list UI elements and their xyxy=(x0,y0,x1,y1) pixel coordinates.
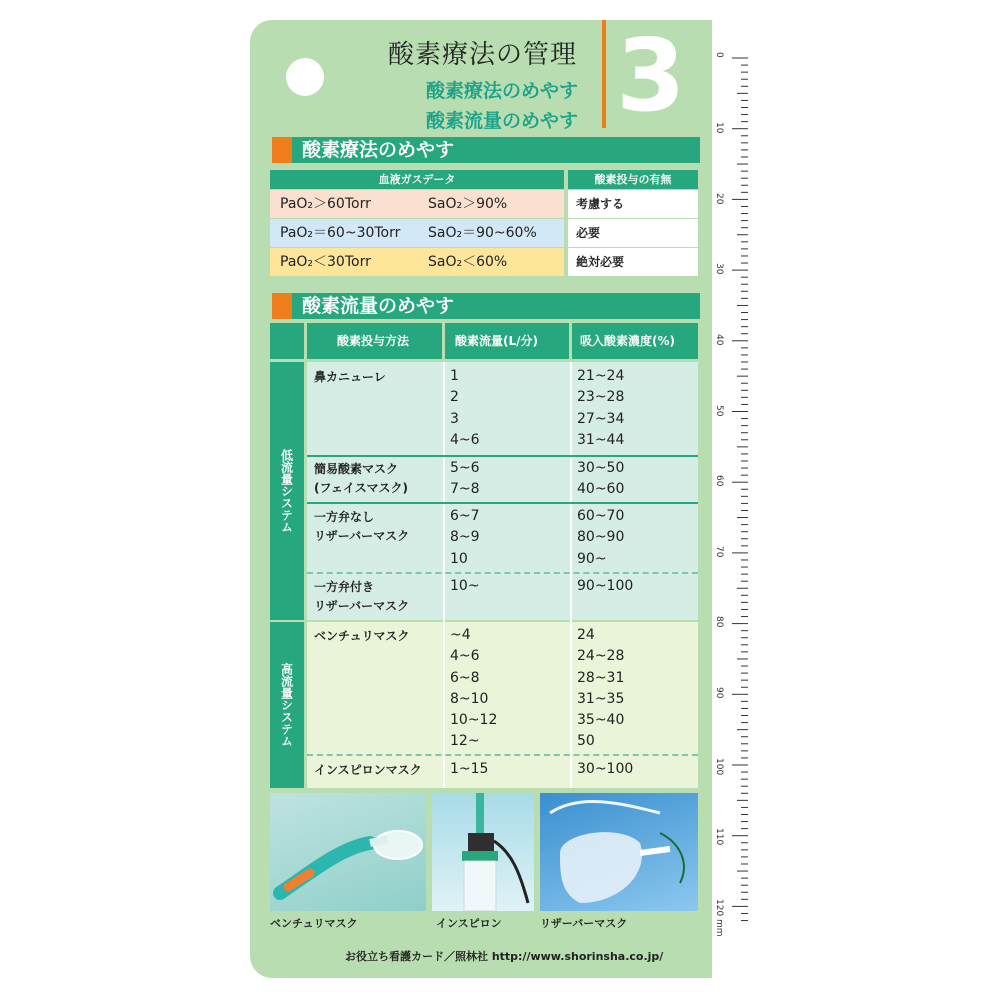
flow-value: 10~ xyxy=(450,578,480,594)
table-row xyxy=(270,190,564,218)
conc-value: 80~90 xyxy=(577,529,625,546)
flow-value: 1~15 xyxy=(450,761,489,777)
col-header-method: 酸素投与方法 xyxy=(307,323,442,359)
pao2-value: PaO₂＝60~30Torr xyxy=(280,225,401,241)
section-heading-flow: 酸素流量のめやす xyxy=(272,293,700,319)
col-divider xyxy=(443,362,445,788)
flow-value: 5~6 xyxy=(450,460,480,476)
col-header-flow: 酸素流量(L/分) xyxy=(445,323,569,359)
flow-value: 8~10 xyxy=(450,690,489,707)
col-header-admin: 酸素投与の有無 xyxy=(568,170,698,189)
ruler-label: 120 mm xyxy=(714,899,724,937)
mm-ruler xyxy=(714,50,748,937)
col-header-conc: 吸入酸素濃度(%) xyxy=(572,323,698,359)
conc-value: 28~31 xyxy=(577,669,625,686)
conc-value: 90~ xyxy=(577,550,607,567)
ruler-label: 80 xyxy=(714,616,724,628)
caption-venturi: ベンチュリマスク xyxy=(270,917,358,930)
flow-value: 12~ xyxy=(450,733,480,750)
col-divider xyxy=(570,362,572,788)
col-header-blank xyxy=(270,323,304,359)
flow-value: 1 xyxy=(450,368,459,384)
conc-value: 60~70 xyxy=(577,508,625,524)
subtitle-therapy: 酸素療法のめやす xyxy=(426,80,579,102)
sao2-value: SaO₂＜60% xyxy=(428,254,508,270)
conc-values xyxy=(577,576,633,597)
ruler-label: 20 xyxy=(714,193,724,205)
conc-value: 27~34 xyxy=(577,410,625,427)
caption-reservoir: リザーバーマスク xyxy=(540,917,628,930)
conc-values xyxy=(577,506,624,570)
conc-value: 31~44 xyxy=(577,431,625,448)
ruler-label: 50 xyxy=(714,405,724,417)
conc-value: 40~60 xyxy=(577,481,625,498)
ruler-label: 40 xyxy=(714,334,724,346)
ruler-label: 10 xyxy=(714,122,724,134)
method-label: 鼻カニューレ xyxy=(314,370,386,384)
flow-values xyxy=(450,759,488,780)
admin-value: 考慮する xyxy=(568,190,698,218)
punch-hole xyxy=(286,58,324,96)
card-number: 3 xyxy=(616,20,686,134)
pao2-value: PaO₂＜30Torr xyxy=(280,254,371,270)
row-divider xyxy=(307,754,698,756)
pao2-value: PaO₂＞60Torr xyxy=(280,196,371,212)
flow-value: 6~8 xyxy=(450,669,480,686)
admin-value: 絶対必要 xyxy=(568,248,698,276)
ruler-label: 0 xyxy=(714,52,724,58)
flow-value: 8~9 xyxy=(450,529,480,546)
ruler-label: 100 xyxy=(714,758,724,776)
method-label: 一方弁なし リザーバーマスク xyxy=(314,510,410,543)
method-label: 一方弁付き リザーバーマスク xyxy=(314,580,410,613)
conc-values xyxy=(577,458,624,501)
flow-value: 4~6 xyxy=(450,648,480,665)
row-divider xyxy=(307,502,698,504)
caption-inspiron: インスピロン xyxy=(436,917,502,930)
table-row xyxy=(270,248,564,276)
flow-values xyxy=(450,576,480,597)
ruler-label: 110 xyxy=(714,828,724,846)
ruler-label: 60 xyxy=(714,475,724,487)
table-row xyxy=(270,219,564,247)
col-header-blood-gas: 血液ガスデータ xyxy=(270,170,564,189)
inspiron-photo xyxy=(432,793,534,911)
method-label: インスピロンマスク xyxy=(314,763,422,777)
ruler-label: 70 xyxy=(714,546,724,558)
venturi-mask-photo xyxy=(270,793,426,911)
row-divider xyxy=(307,455,698,457)
reservoir-mask-photo xyxy=(540,793,698,911)
method-label: 簡易酸素マスク (フェイスマスク) xyxy=(314,462,409,495)
flow-values xyxy=(450,625,497,753)
conc-value: 35~40 xyxy=(577,712,625,729)
title-divider xyxy=(602,20,606,128)
conc-value: 50 xyxy=(577,733,595,750)
flow-value: 10 xyxy=(450,550,468,567)
footer-credit: お役立ち看護カード／照林社 http://www.shorinsha.co.jp/ xyxy=(345,950,664,963)
sao2-value: SaO₂＝90~60% xyxy=(428,225,537,241)
conc-value: 90~100 xyxy=(577,578,634,594)
flow-value: ~4 xyxy=(450,627,471,643)
flow-values xyxy=(450,506,480,570)
flow-value: 6~7 xyxy=(450,508,480,524)
flow-values xyxy=(450,366,480,451)
row-divider xyxy=(307,572,698,574)
ruler-label: 30 xyxy=(714,263,724,275)
low-flow-system-label: 低流量システム xyxy=(270,362,304,620)
conc-value: 21~24 xyxy=(577,368,625,384)
conc-values xyxy=(577,759,633,780)
conc-value: 31~35 xyxy=(577,690,625,707)
flow-value: 4~6 xyxy=(450,431,480,448)
conc-value: 23~28 xyxy=(577,389,625,406)
flow-value: 7~8 xyxy=(450,481,480,498)
conc-value: 24 xyxy=(577,627,595,643)
conc-value: 30~50 xyxy=(577,460,625,476)
conc-values xyxy=(577,625,624,753)
flow-value: 2 xyxy=(450,389,459,406)
admin-value: 必要 xyxy=(568,219,698,247)
nursing-card xyxy=(250,20,712,978)
subtitle-flow: 酸素流量のめやす xyxy=(426,110,579,132)
conc-value: 30~100 xyxy=(577,761,634,777)
flow-value: 10~12 xyxy=(450,712,498,729)
high-flow-system-label: 高流量システム xyxy=(270,622,304,788)
flow-values xyxy=(450,458,480,501)
flow-value: 3 xyxy=(450,410,459,427)
ruler-ticks xyxy=(716,50,748,930)
conc-value: 24~28 xyxy=(577,648,625,665)
page-title: 酸素療法の管理 xyxy=(388,40,578,70)
sao2-value: SaO₂＞90% xyxy=(428,196,508,212)
ruler-label: 90 xyxy=(714,687,724,699)
conc-values xyxy=(577,366,624,451)
method-label: ベンチュリマスク xyxy=(314,629,410,643)
section-heading-therapy: 酸素療法のめやす xyxy=(272,137,700,163)
